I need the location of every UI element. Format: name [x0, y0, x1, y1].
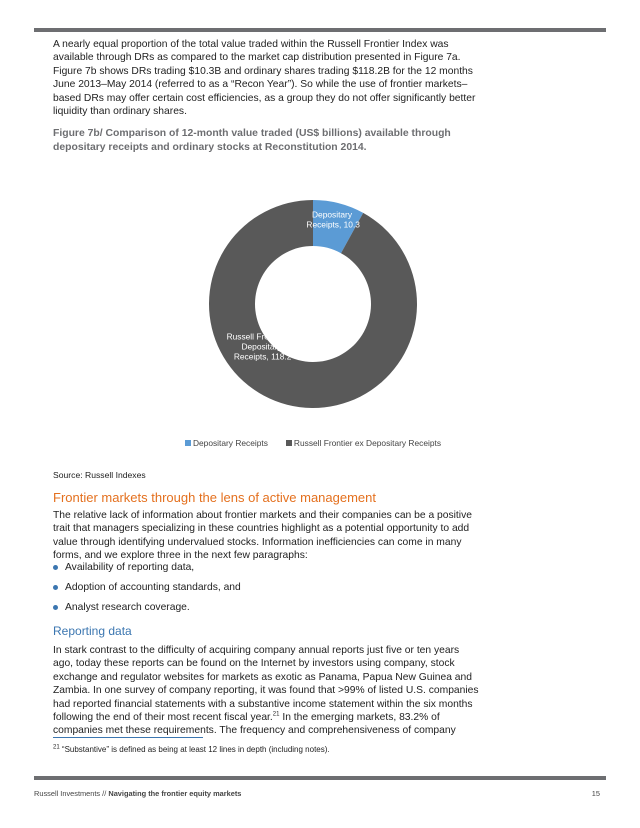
list-item-text: Adoption of accounting standards, and — [65, 582, 241, 593]
intro-paragraph — [53, 38, 613, 118]
subsection-heading: Reporting data — [53, 624, 132, 638]
text-line — [53, 711, 613, 724]
text-line: had reported financial statements with a substantive income statement within the six months — [53, 698, 473, 710]
list-item-text: Analyst research coverage. — [65, 602, 190, 613]
text-line: forms, and we explore three in the next few paragraphs: — [53, 550, 308, 562]
reporting-paragraph — [53, 644, 613, 738]
text-fragment: following the end of their most recent fiscal year. — [53, 712, 273, 724]
text-line: June 2013–May 2014 (referred to as a “Recon Year”). So while the use of frontier markets– — [53, 79, 468, 91]
text-fragment: In the emerging markets, 83.2% of — [279, 712, 440, 724]
list-item-text: Availability of reporting data, — [65, 562, 195, 573]
legend-label: Russell Frontier ex Depositary Receipts — [293, 438, 442, 448]
footer-doc-title: Navigating the frontier equity markets — [108, 789, 242, 798]
text-line: Zambia. In one survey of company reporting, it was found that >99% of listed U.S. companies — [53, 685, 479, 697]
legend-item — [286, 438, 441, 448]
figure-caption — [53, 127, 573, 155]
footnote — [53, 745, 330, 754]
bullet-icon — [53, 565, 58, 570]
bullet-icon — [53, 585, 58, 590]
legend-item — [185, 438, 268, 448]
chart-legend — [53, 438, 573, 448]
legend-swatch — [185, 440, 191, 446]
figure-source: Source: Russell Indexes — [53, 470, 146, 480]
text-line: liquidity than ordinary shares. — [53, 106, 187, 118]
donut-chart — [53, 170, 573, 460]
text-line: based DRs may offer certain cost efficiencies, as a group they do not offer significantly better — [53, 92, 476, 104]
bullet-icon — [53, 605, 58, 610]
text-line: Figure 7b shows DRs trading $10.3B and ordinary shares trading $118.2B for the 12 months — [53, 65, 473, 77]
text-line: In stark contrast to the difficulty of acquiring company annual reports just five or ten years — [53, 645, 460, 656]
list-item — [53, 581, 573, 601]
footnote-number: 21 — [53, 744, 60, 751]
text-line: The relative lack of information about frontier markets and their companies can be a positive — [53, 510, 472, 521]
header-rule — [34, 28, 606, 32]
text-line: A nearly equal proportion of the total value traded within the Russell Frontier Index was — [53, 39, 449, 50]
donut-chart-svg — [53, 170, 573, 430]
legend-label: Depositary Receipts — [192, 438, 268, 448]
footer-title — [34, 789, 241, 798]
footnote-text: “Substantive” is defined as being at least 12 lines in depth (including notes). — [59, 745, 330, 754]
footer-brand: Russell Investments // — [34, 789, 107, 798]
list-item — [53, 561, 573, 581]
section-heading: Frontier markets through the lens of active management — [53, 490, 376, 505]
footnote-ref[interactable]: 21 — [272, 711, 280, 718]
bullet-list — [53, 561, 573, 621]
text-line: available through DRs as compared to the market cap distribution presented in Figure 7a. — [53, 52, 461, 64]
list-item — [53, 601, 573, 621]
text-line: exchange and regulator websites for markets as exotic as Panama, Papua New Guinea and — [53, 671, 472, 683]
caption-line: Figure 7b/ Comparison of 12-month value traded (US$ billions) available through — [53, 128, 451, 139]
caption-line: depositary receipts and ordinary stocks at Reconstitution 2014. — [53, 142, 367, 153]
text-line: trait that managers specializing in these countries highlight as a potential opportunity to add — [53, 523, 470, 535]
footnote-rule — [53, 737, 203, 738]
slice-label-depositary: Depositary Receipts, 10.3 — [306, 209, 360, 230]
legend-swatch — [286, 440, 292, 446]
page-number: 15 — [591, 789, 600, 798]
text-line: ago, today these reports can be found on the Internet by investors using company, stock — [53, 658, 455, 670]
text-line: value through identifying undervalued stocks. Information inefficiencies can come in many — [53, 536, 462, 548]
slice-label-frontier: Russell Frontier ex Depositary Receipts, 118.2 — [226, 331, 297, 362]
text-line: companies met these requirements. The frequency and comprehensiveness of company — [53, 725, 456, 737]
section-paragraph — [53, 509, 613, 563]
footer-rule — [34, 776, 606, 780]
